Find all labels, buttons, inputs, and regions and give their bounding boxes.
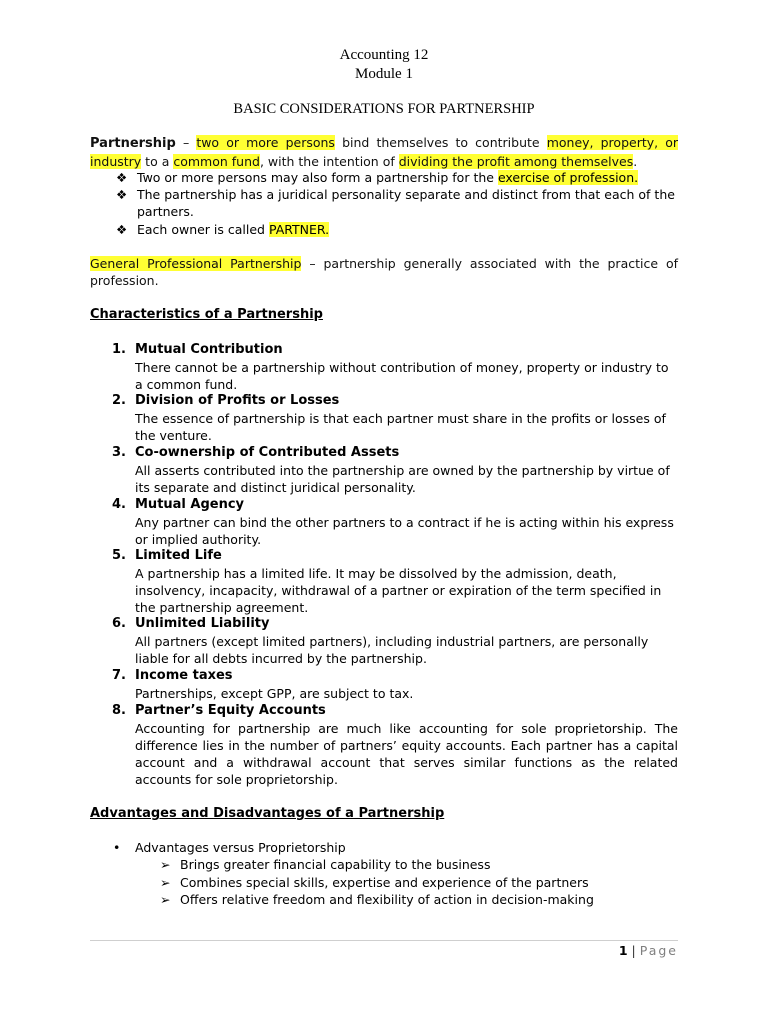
sub-item-text: Combines special skills, expertise and experience of the partners — [180, 875, 589, 890]
item-description: The essence of partnership is that each partner must share in the profits or losses of the venture. — [135, 411, 666, 443]
highlight-gpp-term: General Professional Partnership — [90, 256, 302, 271]
footer-divider — [90, 940, 678, 941]
advantages-heading: Advantages and Disadvantages of a Partnership — [90, 806, 445, 821]
page-title: BASIC CONSIDERATIONS FOR PARTNERSHIP — [233, 101, 535, 117]
characteristics-heading: Characteristics of a Partnership — [90, 307, 323, 322]
sub-item-text: Offers relative freedom and flexibility of action in decision-making — [180, 892, 594, 907]
list-item — [113, 839, 346, 856]
item-description: There cannot be a partnership without contribution of money, property or industry to a common fund. — [135, 360, 669, 392]
note-text: Two or more persons may also form a partnership for the — [137, 170, 498, 185]
item-description: All asserts contributed into the partnership are owned by the partnership by virtue of its separate and distinct juridical personality. — [135, 463, 670, 495]
highlight-two-or-more-persons: two or more persons — [196, 135, 335, 150]
item-number: 5. — [112, 548, 126, 563]
item-title: Limited Life — [135, 548, 222, 563]
note-text: Each owner is called — [137, 222, 269, 237]
gpp-definition — [90, 255, 678, 289]
item-description: Accounting for partnership are much like accounting for sole proprietorship. The difference lies in the number of partners’ equity accounts. Each partner has a capital account and a withdrawal account that serves similar functions as the related accounts for sole proprietorship. — [135, 721, 678, 787]
module-label: Module 1 — [355, 66, 413, 82]
page-number: 1 — [618, 943, 628, 958]
definition-text-1: bind themselves to contribute — [334, 135, 547, 150]
item-title: Partner’s Equity Accounts — [135, 703, 326, 718]
dot-bullet-icon: • — [113, 840, 121, 855]
item-number: 8. — [112, 703, 126, 718]
item-title: Co-ownership of Contributed Assets — [135, 445, 400, 460]
highlight-dividing-profit: dividing the profit among themselves — [398, 154, 634, 169]
item-description: A partnership has a limited life. It may be dissolved by the admission, death, insolvency, incapacity, withdrawal of a partner or expiration of the term specified in the partnership agreement. — [135, 566, 662, 615]
item-number: 7. — [112, 668, 126, 683]
item-title: Division of Profits or Losses — [135, 393, 340, 408]
footer-separator: | — [627, 943, 640, 958]
sub-item-text: Brings greater financial capability to the business — [180, 857, 491, 872]
item-description: All partners (except limited partners), including industrial partners, are personally liable for all debts incurred by the partnership. — [135, 634, 649, 666]
partnership-definition — [90, 134, 678, 171]
highlight-contribution-types: money, property, or industry — [90, 135, 679, 169]
highlight-partner: PARTNER. — [268, 222, 330, 237]
item-number: 3. — [112, 445, 126, 460]
arrow-bullet-icon: ➢ — [160, 875, 171, 890]
item-description: Any partner can bind the other partners to a contract if he is acting within his express or implied authority. — [135, 515, 674, 547]
item-number: 4. — [112, 497, 126, 512]
definition-text-4: . — [633, 154, 638, 169]
page-footer — [619, 942, 678, 959]
course-title: Accounting 12 — [339, 47, 429, 63]
note-text: The partnership has a juridical personality separate and distinct from that each of the partners. — [137, 187, 675, 219]
item-title: Income taxes — [135, 668, 233, 683]
arrow-bullet-icon: ➢ — [160, 892, 171, 907]
item-title: Mutual Contribution — [135, 342, 283, 357]
item-number: 1. — [112, 342, 126, 357]
gpp-text: – partnership generally associated with the practice of profession. — [90, 256, 678, 288]
page-label: Page — [639, 943, 678, 958]
item-title: Mutual Agency — [135, 497, 245, 512]
bullet-text: Advantages versus Proprietorship — [135, 840, 346, 855]
item-title: Unlimited Liability — [135, 616, 270, 631]
highlight-exercise-of-profession: exercise of profession. — [497, 170, 639, 185]
item-number: 6. — [112, 616, 126, 631]
definition-dash: – — [175, 135, 197, 150]
item-number: 2. — [112, 393, 126, 408]
diamond-bullet-icon: ❖ — [116, 170, 128, 185]
definition-text-3: , with the intention of — [259, 154, 399, 169]
diamond-bullet-icon: ❖ — [116, 222, 128, 237]
diamond-bullet-icon: ❖ — [116, 187, 128, 202]
highlight-common-fund: common fund — [173, 154, 260, 169]
arrow-bullet-icon: ➢ — [160, 857, 171, 872]
item-description: Partnerships, except GPP, are subject to tax. — [135, 686, 414, 701]
definition-text-2: to a — [141, 154, 174, 169]
definition-term: Partnership — [90, 136, 176, 151]
